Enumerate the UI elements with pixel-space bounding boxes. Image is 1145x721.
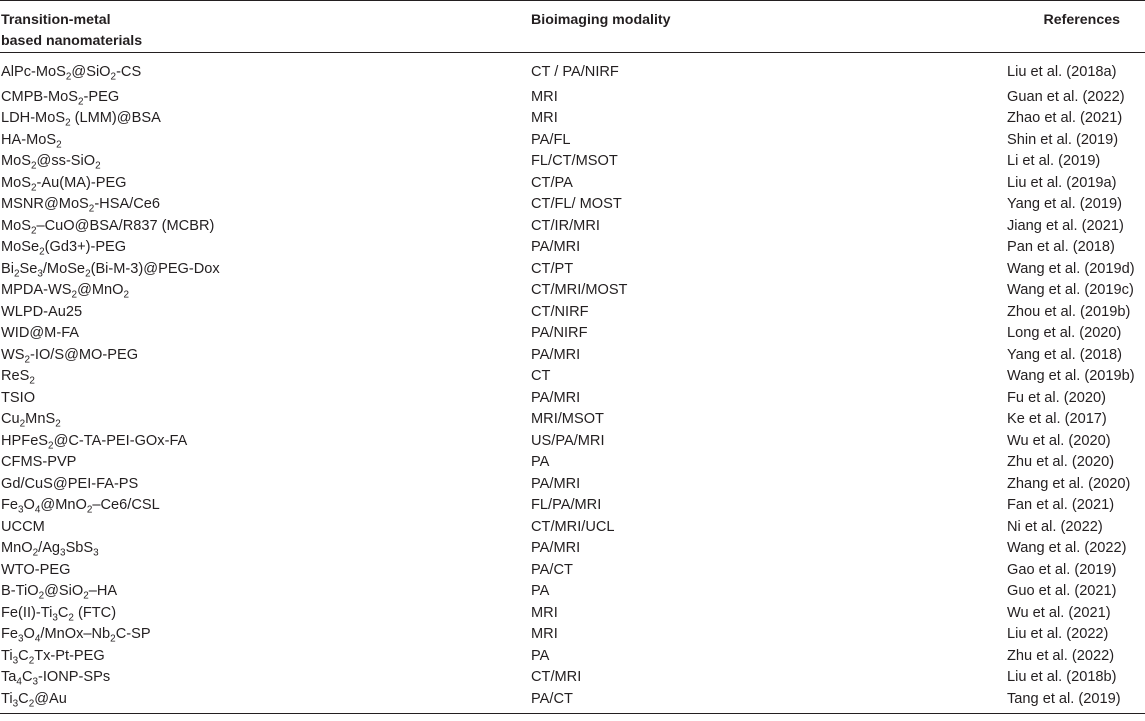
cell-modality: PA bbox=[531, 583, 550, 599]
cell-material: HA-MoS$_2$ bbox=[1, 131, 62, 150]
table-header bbox=[0, 1, 1145, 53]
cell-modality: PA/NIRF bbox=[531, 325, 588, 341]
table-row bbox=[0, 388, 1145, 410]
cell-reference: Wang et al. (2022) bbox=[1007, 540, 1127, 556]
cell-modality: FL/PA/MRI bbox=[531, 497, 602, 513]
header-references: References bbox=[1001, 1, 1145, 53]
cell-modality: MRI/MSOT bbox=[531, 411, 604, 427]
cell-modality: CT/PT bbox=[531, 260, 574, 277]
cell-material: MSNR@MoS$_2$-HSA/Ce6 bbox=[1, 196, 161, 215]
header-material-line1: Transition-metal bbox=[1, 12, 111, 28]
table-row bbox=[0, 517, 1145, 539]
cell-reference: Zhao et al. (2021) bbox=[1007, 110, 1123, 126]
cell-reference: Wu et al. (2020) bbox=[1007, 432, 1111, 449]
cell-material: MPDA-$WS_2@MnO_2$ bbox=[1, 282, 130, 301]
cell-modality: PA bbox=[531, 454, 550, 470]
cell-modality: PA/CT bbox=[531, 561, 573, 578]
cell-reference: Guo et al. (2021) bbox=[1007, 583, 1117, 599]
cell-material: AlPc-MoS$_2$@SiO$_2$-CS bbox=[1, 64, 142, 83]
cell-modality: CT/IR/MRI bbox=[531, 217, 600, 234]
cell-reference: Pan et al. (2018) bbox=[1007, 239, 1115, 255]
table-row bbox=[0, 216, 1145, 238]
cell-reference: Jiang et al. (2021) bbox=[1007, 217, 1124, 234]
table-row bbox=[0, 646, 1145, 668]
table-row bbox=[0, 302, 1145, 324]
table-row bbox=[0, 538, 1145, 560]
cell-modality: CT/PA bbox=[531, 174, 573, 191]
cell-reference: Zhu et al. (2022) bbox=[1007, 647, 1115, 664]
cell-modality: MRI bbox=[531, 604, 558, 621]
cell-reference: Wang et al. (2019b) bbox=[1007, 368, 1135, 384]
cell-modality: CT/FL/ MOST bbox=[531, 196, 622, 212]
cell-reference: Yang et al. (2018) bbox=[1007, 346, 1122, 363]
table-row bbox=[0, 431, 1145, 453]
cell-reference: Shin et al. (2019) bbox=[1007, 131, 1119, 148]
cell-reference: Li et al. (2019) bbox=[1007, 153, 1101, 169]
cell-modality: PA bbox=[531, 647, 550, 664]
table-row bbox=[0, 366, 1145, 388]
cell-reference: Liu et al. (2018b) bbox=[1007, 669, 1117, 685]
cell-material: TSIO bbox=[1, 389, 36, 406]
cell-modality: MRI bbox=[531, 626, 558, 642]
cell-material: MoS$_2$-Au(MA)-PEG bbox=[1, 174, 127, 193]
cell-material: WTO-PEG bbox=[1, 561, 71, 578]
header-modality: Bioimaging modality bbox=[531, 1, 1001, 53]
cell-material: MoS$_2$@ss-SiO$_2$ bbox=[1, 153, 101, 172]
cell-reference: Yang et al. (2019) bbox=[1007, 196, 1122, 212]
cell-modality: US/PA/MRI bbox=[531, 432, 605, 449]
cell-modality: FL/CT/MSOT bbox=[531, 153, 618, 169]
table-row bbox=[0, 151, 1145, 173]
cell-modality: CT/MRI/UCL bbox=[531, 518, 615, 535]
table-row bbox=[0, 194, 1145, 216]
table-row bbox=[0, 452, 1145, 474]
cell-reference: Long et al. (2020) bbox=[1007, 325, 1122, 341]
cell-reference: Zhu et al. (2020) bbox=[1007, 454, 1115, 470]
cell-modality: PA/MRI bbox=[531, 239, 581, 255]
cell-material: $WS_2-IO/S@MO$-PEG bbox=[1, 346, 139, 365]
table-row bbox=[0, 130, 1145, 152]
cell-reference: Ni et al. (2022) bbox=[1007, 518, 1103, 535]
header-row bbox=[0, 1, 1145, 53]
table-row bbox=[0, 581, 1145, 603]
cell-material: CFMS-PVP bbox=[1, 454, 77, 470]
cell-material: LDH-MoS$_2$ (LMM)@BSA bbox=[1, 110, 161, 129]
cell-material: $Ti_3C_2@Au$ bbox=[0, 689, 531, 714]
cell-reference: Tang et al. (2019) bbox=[1001, 689, 1145, 714]
table-row bbox=[0, 237, 1145, 259]
cell-modality: PA/MRI bbox=[531, 389, 581, 406]
cell-material: $Fe_3O_4@MnO_2-Ce6$/CSL bbox=[1, 497, 160, 516]
cell-reference: Liu et al. (2018a) bbox=[1007, 64, 1117, 80]
cell-reference: Wu et al. (2021) bbox=[1007, 604, 1111, 621]
cell-material: B-TiO$_2$@SiO$_2$–HA bbox=[1, 583, 118, 602]
cell-material: $Fe(II)-Ti_3C_2$ (FTC) bbox=[1, 604, 117, 623]
table-row bbox=[0, 624, 1145, 646]
cell-material: $Bi_2Se_3/MoSe_2(Bi-M-3)@PEG$-Dox bbox=[1, 260, 220, 279]
cell-modality: MRI bbox=[531, 110, 558, 126]
cell-material: WID@M-FA bbox=[1, 325, 80, 341]
header-material bbox=[0, 1, 531, 53]
cell-reference: Liu et al. (2022) bbox=[1007, 626, 1109, 642]
cell-reference: Liu et al. (2019a) bbox=[1007, 174, 1117, 191]
cell-reference: Zhou et al. (2019b) bbox=[1007, 303, 1131, 320]
cell-modality: MRI bbox=[531, 88, 558, 105]
table-row bbox=[0, 409, 1145, 431]
cell-modality: PA/MRI bbox=[531, 540, 581, 556]
table-row bbox=[0, 667, 1145, 689]
table-row bbox=[0, 108, 1145, 130]
cell-modality: CT/MRI bbox=[531, 669, 582, 685]
table-row bbox=[0, 53, 1145, 87]
cell-material: Gd/CuS@PEI-FA-PS bbox=[1, 475, 139, 492]
table-body bbox=[0, 53, 1145, 714]
cell-reference: Wang et al. (2019c) bbox=[1007, 282, 1134, 298]
cell-reference: Fu et al. (2020) bbox=[1007, 389, 1106, 406]
cell-material: MoS$_2$–CuO@BSA/R837 (MCBR) bbox=[1, 217, 215, 236]
table-row bbox=[0, 689, 1145, 714]
cell-modality: CT/MRI/MOST bbox=[531, 282, 628, 298]
table-row bbox=[0, 603, 1145, 625]
cell-reference: Guan et al. (2022) bbox=[1007, 88, 1125, 105]
table-row bbox=[0, 173, 1145, 195]
cell-material: UCCM bbox=[1, 518, 45, 535]
cell-modality: PA/MRI bbox=[531, 346, 581, 363]
cell-material: $Cu_2MnS_2$ bbox=[1, 411, 61, 430]
cell-modality: CT bbox=[531, 368, 551, 384]
cell-material: $Fe_3O_4/MnOx-Nb_2C-SP$ bbox=[1, 626, 151, 645]
cell-modality: PA/MRI bbox=[531, 475, 581, 492]
cell-reference: Wang et al. (2019d) bbox=[1007, 260, 1135, 277]
cell-material: $Ta_4C_3-IONP$-SPs bbox=[1, 669, 111, 688]
table-row bbox=[0, 474, 1145, 496]
cell-material: ReS$_2$ bbox=[1, 368, 35, 387]
cell-material: WLPD-Au25 bbox=[1, 303, 83, 320]
cell-reference: Ke et al. (2017) bbox=[1007, 411, 1107, 427]
cell-material: CMPB-MoS$_2$-PEG bbox=[1, 88, 120, 107]
table-row bbox=[0, 495, 1145, 517]
cell-modality: PA/CT bbox=[531, 689, 1001, 714]
table-row bbox=[0, 345, 1145, 367]
cell-reference: Fan et al. (2021) bbox=[1007, 497, 1115, 513]
cell-modality: CT/NIRF bbox=[531, 303, 589, 320]
table-row bbox=[0, 259, 1145, 281]
cell-material: $MnO_2/Ag_3SbS_3$ bbox=[1, 540, 99, 559]
table-row bbox=[0, 323, 1145, 345]
table-row bbox=[0, 280, 1145, 302]
cell-modality: PA/FL bbox=[531, 131, 571, 148]
cell-modality: CT / PA/NIRF bbox=[531, 64, 619, 80]
table-row bbox=[0, 560, 1145, 582]
header-material-line2: based nanomaterials bbox=[1, 33, 143, 49]
cell-reference: Gao et al. (2019) bbox=[1007, 561, 1117, 578]
cell-material: MoSe$_2$(Gd3+)-PEG bbox=[1, 239, 127, 258]
cell-material: $Ti_3C_2Tx-Pt$-PEG bbox=[1, 647, 105, 666]
cell-reference: Zhang et al. (2020) bbox=[1007, 475, 1131, 492]
table-row bbox=[0, 87, 1145, 109]
cell-material: HPFeS$_2$@C-TA-PEI-GOx-FA bbox=[1, 432, 188, 451]
